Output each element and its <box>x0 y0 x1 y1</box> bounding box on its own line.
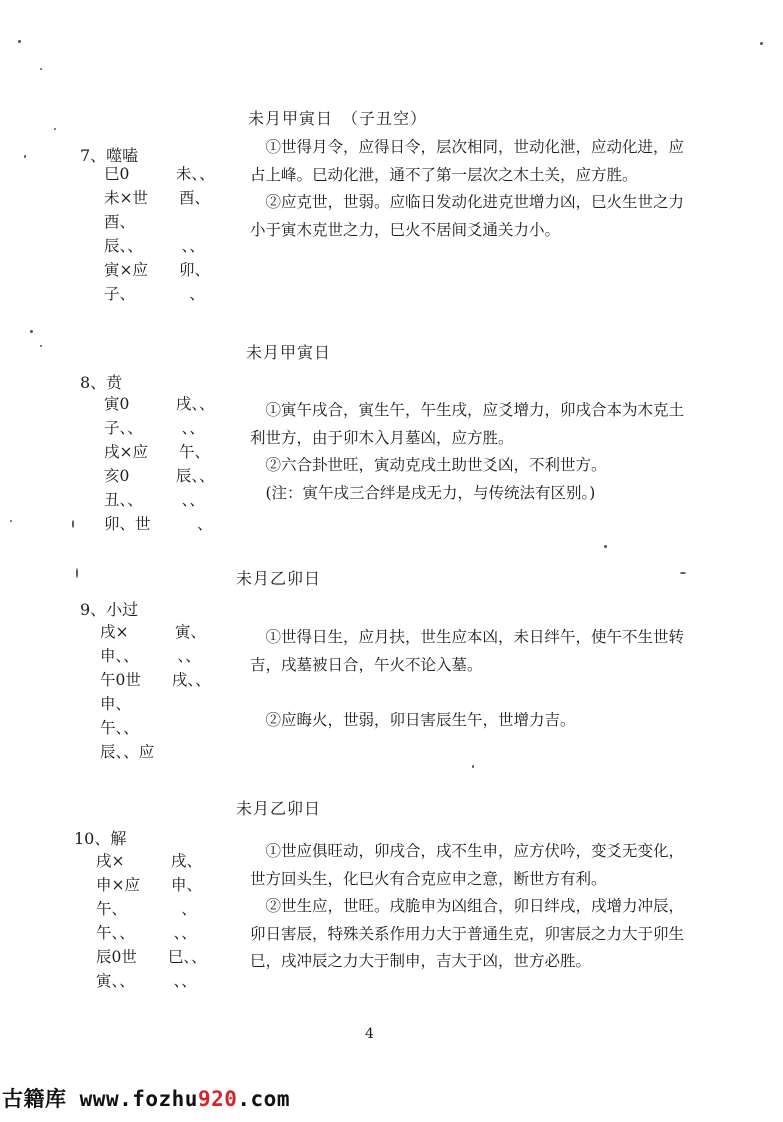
hexagram-line: 午、 、 <box>96 900 197 918</box>
analysis-paragraph: ①世应俱旺动，卯戌合，戌不生申，应方伏吟，变爻无变化，世方回头生，化巳火有合克应申之意，断世方有利。 <box>250 842 685 888</box>
hexagram-line: 寅×应 卯、 <box>104 261 210 279</box>
page-number: 4 <box>365 1026 374 1042</box>
scan-speck <box>472 765 474 768</box>
analysis-paragraph: ②应克世，世弱。应临日发动化进克世增力凶，巳火生世之力小于寅木克世之力，巳火不居间爻通关力小。 <box>250 193 685 239</box>
site-watermark <box>2 1083 290 1113</box>
hexagram-line: 申、 <box>100 695 132 713</box>
hexagram-line: 戌× 戌、 <box>96 852 202 870</box>
hexagram-lines <box>100 620 211 764</box>
watermark-site-name: 古籍库 <box>2 1087 67 1111</box>
section-header: 未月乙卯日 <box>236 799 322 818</box>
scan-speck <box>40 68 42 70</box>
hexagram-line: 丑、、 、、 <box>104 491 205 509</box>
hexagram-line: 申、、 、、 <box>100 647 201 665</box>
hexagram-line: 亥0 辰、、 <box>104 467 215 485</box>
scan-speck <box>24 155 26 158</box>
analysis-paragraph: ①世得日生，应月扶，世生应本凶，未日绊午，使午不生世转吉，戌墓被日合，午火不论入墓。 <box>250 628 685 674</box>
watermark-url-prefix: www.fozhu <box>79 1087 198 1111</box>
analysis-text <box>250 397 688 507</box>
analysis-paragraph: ②六合卦世旺，寅动克戌土助世爻凶，不利世方。 <box>250 456 607 474</box>
hexagram-line: 午、、 、、 <box>96 924 197 942</box>
scan-speck <box>40 345 42 347</box>
hexagram-line: 寅0 戌、、 <box>104 395 215 413</box>
hexagram-line: 戌×应 午、 <box>104 443 210 461</box>
hexagram-lines <box>104 162 215 306</box>
analysis-paragraph: ②世生应，世旺。戌脆申为凶组合，卯日绊戌，戌增力冲辰，卯日害辰，特殊关系作用力大于普通生克，卯害辰之力大于卯生巳，戌冲辰之力大于制申，吉大于凶，世方必胜。 <box>250 897 685 970</box>
watermark-url-suffix: .com <box>237 1087 290 1111</box>
scan-speck <box>72 520 74 528</box>
analysis-text <box>250 624 688 735</box>
section-header: 未月甲寅日 （子丑空） <box>248 109 428 128</box>
hexagram-line: 戌× 寅、 <box>100 623 206 641</box>
analysis-paragraph: ①世得月令，应得日令，层次相同，世动化泄，应动化进，应占上峰。巳动化泄，通不了第一层次之木土关，应方胜。 <box>250 138 685 184</box>
watermark-url-number: 920 <box>197 1087 238 1111</box>
hexagram-title: 9、小过 <box>80 600 139 619</box>
hexagram-line: 子、 、 <box>104 285 205 303</box>
section-header: 未月乙卯日 <box>236 569 322 588</box>
scan-speck <box>18 40 21 43</box>
hexagram-line: 巳0 未、、 <box>104 165 215 183</box>
hexagram-line: 子、、 、、 <box>104 419 205 437</box>
hexagram-title: 7、噬嗑 <box>80 146 139 165</box>
hexagram-line: 卯、世 、 <box>104 515 213 533</box>
scan-speck <box>10 520 12 522</box>
hexagram-line: 辰、、应 <box>100 743 155 761</box>
scan-speck <box>760 42 763 45</box>
hexagram-line: 午、、 <box>100 719 139 737</box>
analysis-paragraph: ①寅午戌合，寅生午，午生戌，应爻增力，卯戌合本为木克土利世方，由于卯木入月墓凶，应方胜。 <box>250 401 685 447</box>
hexagram-line: 午0世 戌、、 <box>100 671 211 689</box>
hexagram-title: 10、解 <box>74 829 127 848</box>
scan-speck <box>30 330 33 333</box>
section-header: 未月甲寅日 <box>246 343 332 362</box>
hexagram-line: 酉、 <box>104 213 136 231</box>
analysis-paragraph: (注：寅午戌三合绊是戌无力，与传统法有区别。) <box>250 483 596 502</box>
hexagram-line: 未×世 酉、 <box>104 189 210 207</box>
hexagram-line: 辰、、 、、 <box>104 237 205 255</box>
analysis-text <box>250 838 688 976</box>
hexagram-lines <box>96 849 207 993</box>
hexagram-line: 寅、、 、、 <box>96 972 197 990</box>
scan-speck <box>54 128 56 130</box>
analysis-paragraph: ②应晦火，世弱，卯日害辰生午，世增力吉。 <box>250 711 576 729</box>
hexagram-line: 申×应 申、 <box>96 876 202 894</box>
scan-speck <box>76 568 78 578</box>
hexagram-line: 辰0世 巳、、 <box>96 948 207 966</box>
hexagram-title: 8、贲 <box>80 373 123 392</box>
scan-speck <box>680 572 686 574</box>
hexagram-lines <box>104 392 215 536</box>
analysis-text <box>250 134 688 244</box>
scan-speck <box>604 545 607 548</box>
